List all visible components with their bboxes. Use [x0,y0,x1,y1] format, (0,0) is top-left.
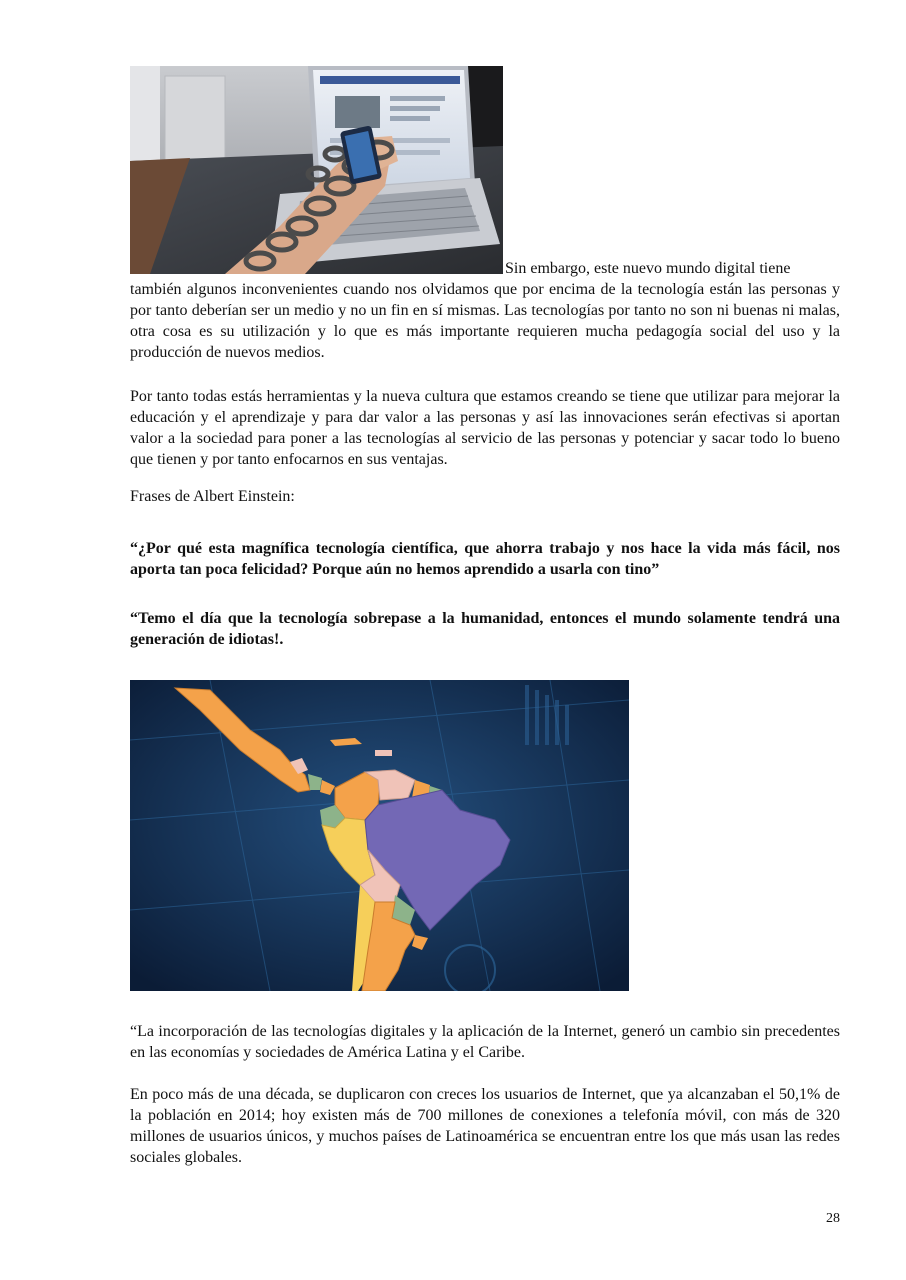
paragraph-5: En poco más de una década, se duplicaron con creces los usuarios de Internet, que ya alcanzaban el 50,1% de la población en 2014; hoy existen más de 700 millones de conexiones a telefonía móvil, con más de 320 millones de usuarios únicos, y muchos países de Latinoamérica se encuentran entre los que más usan las redes sociales globales. [130,1086,840,1166]
paragraph-4-block [130,1021,840,1063]
quote-2-block [130,608,840,650]
page-number: 28 [826,1211,840,1226]
latin-america-map-illustration [130,680,629,991]
einstein-heading-block [130,486,840,507]
latin-america-map-image [130,680,629,991]
paragraph-1-lead: Sin embargo, este nuevo mundo digital tiene [505,260,791,277]
chained-hand-illustration [130,66,503,274]
einstein-quotes-heading: Frases de Albert Einstein: [130,488,295,505]
paragraph-1-rest: también algunos inconvenientes cuando nos olvidamos que por encima de la tecnología están las personas y por tanto deberían ser un medio y no un fin en sí mismas. Las tecnologías por tanto no son ni buenas ni malas, otra cosa es su utilización y lo que es más importante requieren mucha pedagogía social del uso y la producción de nuevos medios. [130,281,840,361]
quote-1-block [130,538,840,580]
paragraph-4: “La incorporación de las tecnologías digitales y la aplicación de la Internet, generó un cambio sin precedentes en las economías y sociedades de América Latina y el Caribe. [130,1023,840,1061]
einstein-quote-1: “¿Por qué esta magnífica tecnología científica, que ahorra trabajo y nos hace la vida más fácil, nos aporta tan poca felicidad? Porque aún no hemos aprendido a usarla con tino” [130,540,840,578]
paragraph-1 [130,258,840,363]
paragraph-2: Por tanto todas estás herramientas y la nueva cultura que estamos creando se tiene que utilizar para mejorar la educación y el aprendizaje y para dar valor a las personas y así las innovaciones serán efectivas si aportan valor a la sociedad para poner a las tecnologías al servicio de las personas y potenciar y sacar todo lo bueno que tienen y por tanto enfocarnos en sus ventajas. [130,388,840,468]
einstein-quote-2: “Temo el día que la tecnología sobrepase a la humanidad, entonces el mundo solamente tendrá una generación de idiotas!. [130,610,840,648]
paragraph-5-block [130,1084,840,1168]
chained-hand-laptop-image [130,66,503,274]
paragraph-2-block [130,386,840,470]
